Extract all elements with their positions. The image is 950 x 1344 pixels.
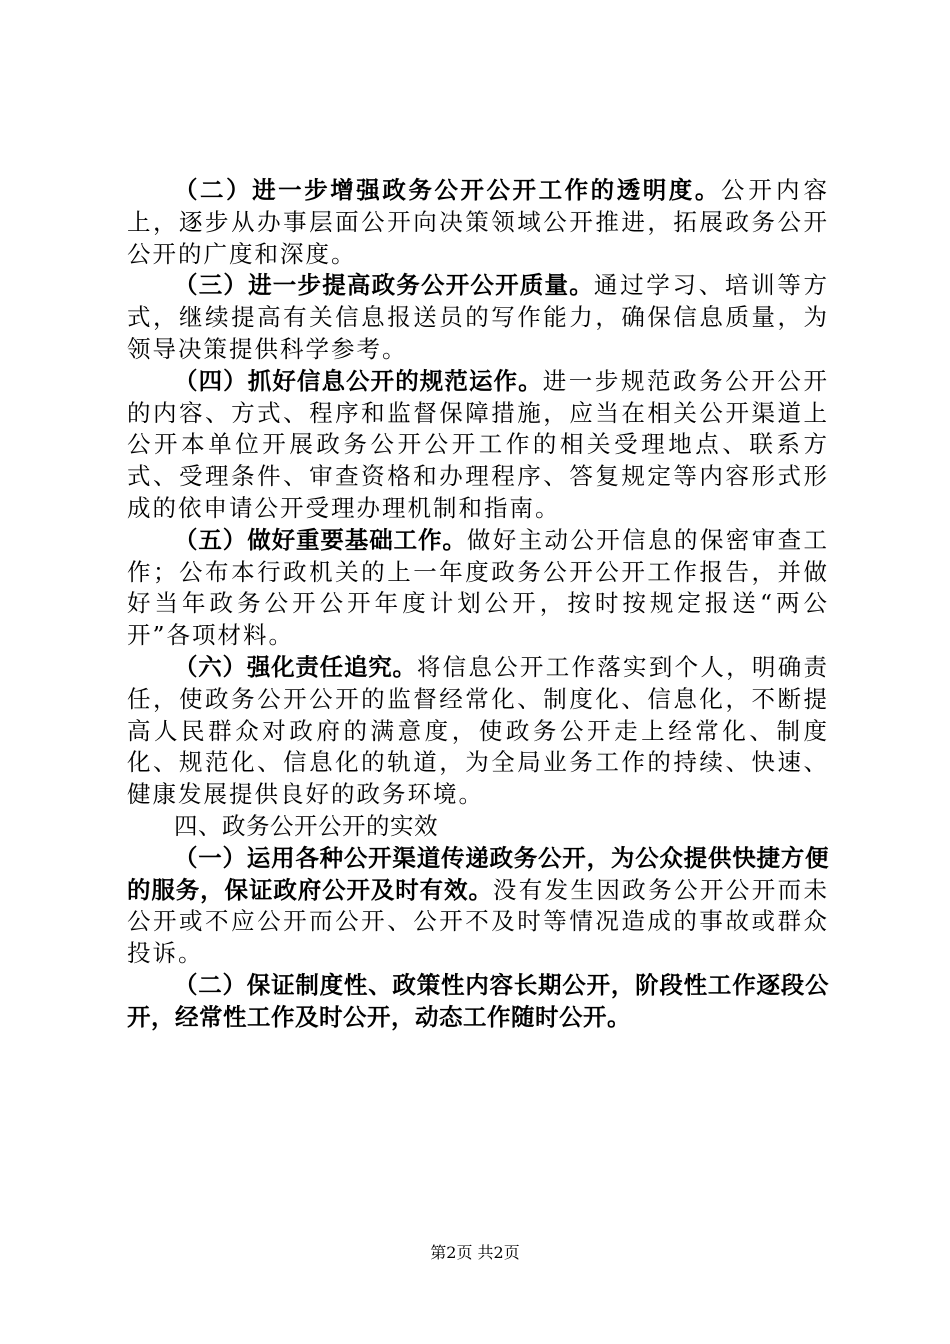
paragraph-text: 做好主动公开信息的保密审查工作；公布本行政机关的上一年度政务公开公开工作报告，并做好当年政务公开公开年度计划公开，按时按规定报送“两公开”各项材料。	[127, 525, 830, 650]
section-paragraph-1	[127, 843, 829, 970]
paragraph-text: 进一步规范政务公开公开的内容、方式、程序和监督保障措施，应当在相关公开渠道上公开本单位开展政务公开公开工作的相关受理地点、联系方式、受理条件、审查资格和办理程序、答复规定等内容形式形成的依申请公开受理办理机制和指南。	[127, 366, 830, 522]
paragraph-2	[127, 175, 829, 270]
paragraph-text: 将信息公开工作落实到个人，明确责任，使政务公开公开的监督经常化、制度化、信息化，不断提高人民群众对政府的满意度，使政务公开走上经常化、制度化、规范化、信息化的轨道，为全局业务工作的持续、快速、健康发展提供良好的政务环境。	[127, 652, 830, 809]
paragraph-lead: （三）进一步提高政务公开公开质量。	[174, 271, 594, 300]
document-body	[127, 175, 829, 1034]
paragraph-lead: （一）运用各种公开渠道传递政务公开，为公众提供快捷方便的服务，保证政府公开及时有效。	[127, 843, 829, 904]
paragraph-lead: （五）做好重要基础工作。	[174, 525, 467, 554]
paragraph-5	[127, 525, 829, 652]
paragraph-text: 公开内容上，逐步从办事层面公开向决策领域公开推进，拓展政务公开公开的广度和深度。	[127, 176, 830, 268]
page-number-footer: 第2页 共2页	[430, 1243, 520, 1262]
paragraph-text: 通过学习、培训等方式，继续提高有关信息报送员的写作能力，确保信息质量，为领导决策提供科学参考。	[127, 271, 830, 363]
paragraph-text: 没有发生因政务公开公开而未公开或不应公开而公开、公开不及时等情况造成的事故或群众投诉。	[127, 875, 830, 968]
section-heading: 四、政务公开公开的实效	[174, 811, 438, 840]
paragraph-6	[127, 652, 829, 811]
paragraph-lead: （六）强化责任追究。	[174, 652, 417, 681]
paragraph-lead: （四）抓好信息公开的规范运作。	[174, 366, 543, 395]
paragraph-3	[127, 270, 829, 365]
paragraph-lead: （二）保证制度性、政策性内容长期公开，阶段性工作逐段公开，经常性工作及时公开，动态工作随时公开。	[127, 970, 829, 1031]
paragraph-4	[127, 366, 829, 525]
section-paragraph-2	[127, 970, 829, 1034]
paragraph-lead: （二）进一步增强政务公开公开工作的透明度。	[174, 176, 721, 204]
